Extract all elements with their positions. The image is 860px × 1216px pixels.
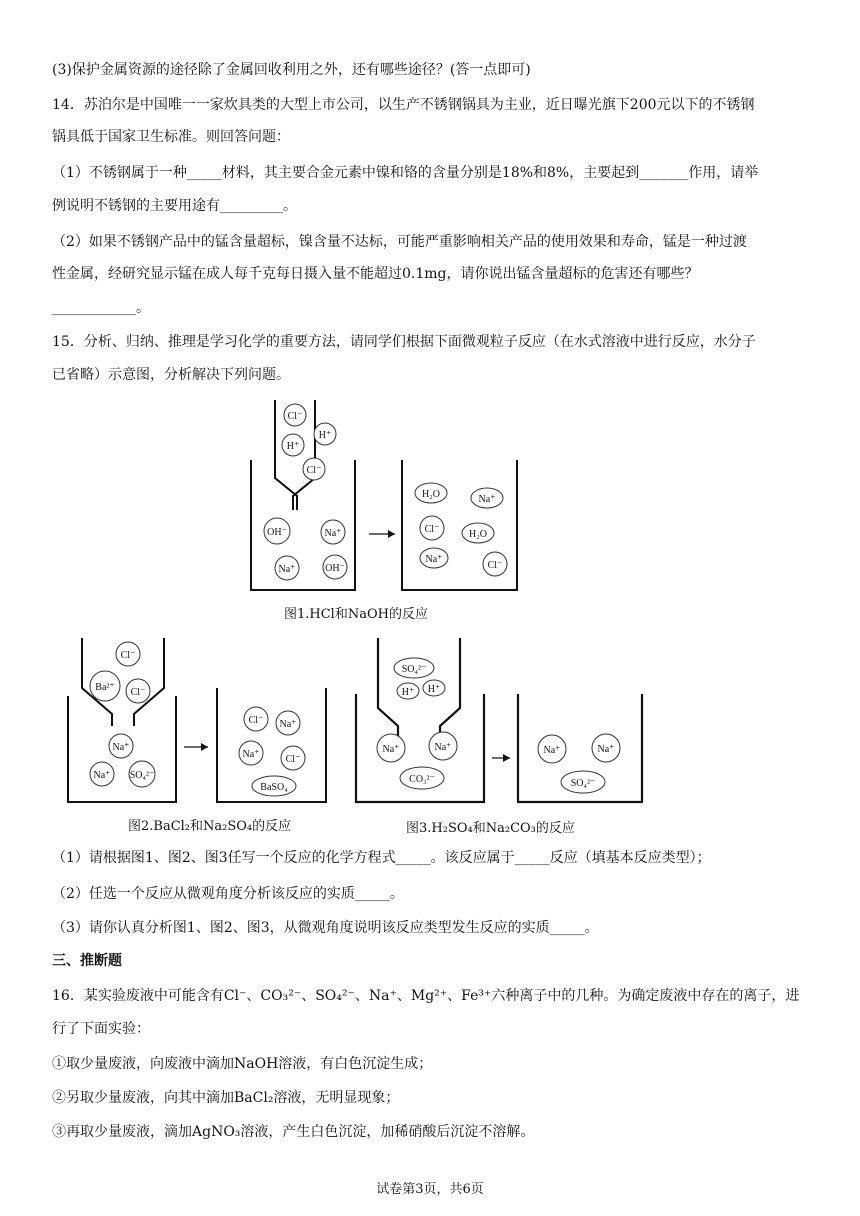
q15-1-text: （1）请根据图1、图2、图3任写一个反应的化学方程式_____。该反应属于_____反应（填基本反应类型）； <box>52 850 711 866</box>
ion-na: Na⁺ <box>279 719 297 730</box>
ion-na: Na⁺ <box>597 744 615 755</box>
q15-3-text: （3）请你认真分析图1、图2、图3，从微观角度说明该反应类型发生反应的实质_____。 <box>52 920 599 936</box>
figure-3-caption: 图3.H₂SO₄和Na₂CO₃的反应 <box>406 821 575 836</box>
ion-na: Na⁺ <box>382 744 400 755</box>
figure-2-caption: 图2.BaCl₂和Na₂SO₄的反应 <box>128 819 292 834</box>
ion-na: Na⁺ <box>434 742 452 753</box>
q14-2-blank: ____________。 <box>52 300 150 316</box>
ion-na: Na⁺ <box>543 745 561 756</box>
ion-h: H⁺ <box>318 430 332 441</box>
q14-stem-line1: 14．苏泊尔是中国唯一一家炊具类的大型上市公司，以生产不锈钢锅具为主业，近日曝光旗下200元以下的不锈钢 <box>52 97 755 113</box>
ion-so4: SO₄²⁻ <box>129 770 155 781</box>
ion-na: Na⁺ <box>324 528 342 539</box>
ion-na: Na⁺ <box>425 554 443 565</box>
q14-stem-line2: 锅具低于国家卫生标准。则回答问题： <box>52 129 290 145</box>
section-heading: 三、推断题 <box>52 953 122 969</box>
q14-1-line2: 例说明不锈钢的主要用途有_________。 <box>52 198 297 214</box>
ion-cl: Cl⁻ <box>120 650 136 661</box>
page-footer: 试卷第3页，共6页 <box>376 1182 484 1197</box>
molecule-baso4: BaSO₄ <box>260 782 288 793</box>
figure-2-diagram <box>62 636 342 806</box>
figure-1-diagram <box>245 398 525 598</box>
ion-so4: SO₄²⁻ <box>570 778 596 789</box>
q16-stem-line1: 16．某实验废液中可能含有Cl⁻、CO₃²⁻、SO₄²⁻、Na⁺、Mg²⁺、Fe³⁺六种离子中的几种。为确定废液中存在的离子，进 <box>52 988 800 1004</box>
ion-ba: Ba²⁺ <box>95 682 115 693</box>
ion-so4: SO₄²⁻ <box>401 664 427 675</box>
q14-2-line1: （2）如果不锈钢产品中的锰含量超标，镍含量不达标，可能严重影响相关产品的使用效果和寿命，锰是一种过渡 <box>52 234 747 250</box>
ion-na: Na⁺ <box>478 494 496 505</box>
ion-na: Na⁺ <box>278 564 296 575</box>
q13-3-text: (3)保护金属资源的途径除了金属回收利用之外，还有哪些途径？(答一点即可) <box>52 62 531 78</box>
q16-stem-line2: 行了下面实验： <box>52 1021 150 1037</box>
q16-step-3: ③再取少量废液，滴加AgNO₃溶液，产生白色沉淀，加稀硝酸后沉淀不溶解。 <box>52 1124 535 1140</box>
ion-cl: Cl⁻ <box>285 754 301 765</box>
molecule-h2o: H₂O <box>469 529 487 540</box>
ion-cl: Cl⁻ <box>287 411 303 422</box>
q14-1-line1: （1）不锈钢属于一种_____材料，其主要合金元素中镍和铬的含量分别是18%和8%，主要起到_______作用，请举 <box>52 165 759 181</box>
ion-oh: OH⁻ <box>325 563 345 574</box>
q15-stem-line2: 已省略）示意图，分析解决下列问题。 <box>52 367 290 383</box>
q15-stem-line1: 15．分析、归纳、推理是学习化学的重要方法，请同学们根据下面微观粒子反应（在水式溶液中进行反应，水分子 <box>52 334 756 350</box>
q16-step-1: ①取少量废液，向废液中滴加NaOH溶液，有白色沉淀生成； <box>52 1056 433 1072</box>
molecule-h2o: H₂O <box>422 489 440 500</box>
ion-cl: Cl⁻ <box>306 465 322 476</box>
ion-cl: Cl⁻ <box>248 715 264 726</box>
q14-2-line2: 性金属，经研究显示锰在成人每千克每日摄入量不能超过0.1mg，请你说出锰含量超标的危害还有哪些？ <box>52 266 699 282</box>
figure-1-caption: 图1.HCl和NaOH的反应 <box>284 607 428 622</box>
ion-oh: OH⁻ <box>267 527 287 538</box>
ion-co3: CO₃²⁻ <box>409 774 435 785</box>
q16-step-2: ②另取少量废液，向其中滴加BaCl₂溶液，无明显现象； <box>52 1090 400 1106</box>
ion-h: H⁺ <box>427 684 441 695</box>
figure-3-diagram <box>350 636 650 806</box>
ion-cl: Cl⁻ <box>130 687 146 698</box>
ion-na: Na⁺ <box>112 742 130 753</box>
q15-2-text: （2）任选一个反应从微观角度分析该反应的实质_____。 <box>52 886 404 902</box>
ion-h: H⁺ <box>286 441 300 452</box>
ion-na: Na⁺ <box>242 749 260 760</box>
ion-na: Na⁺ <box>93 770 111 781</box>
ion-h: H⁺ <box>401 687 415 698</box>
ion-cl: Cl⁻ <box>424 524 440 535</box>
ion-cl: Cl⁻ <box>487 560 503 571</box>
